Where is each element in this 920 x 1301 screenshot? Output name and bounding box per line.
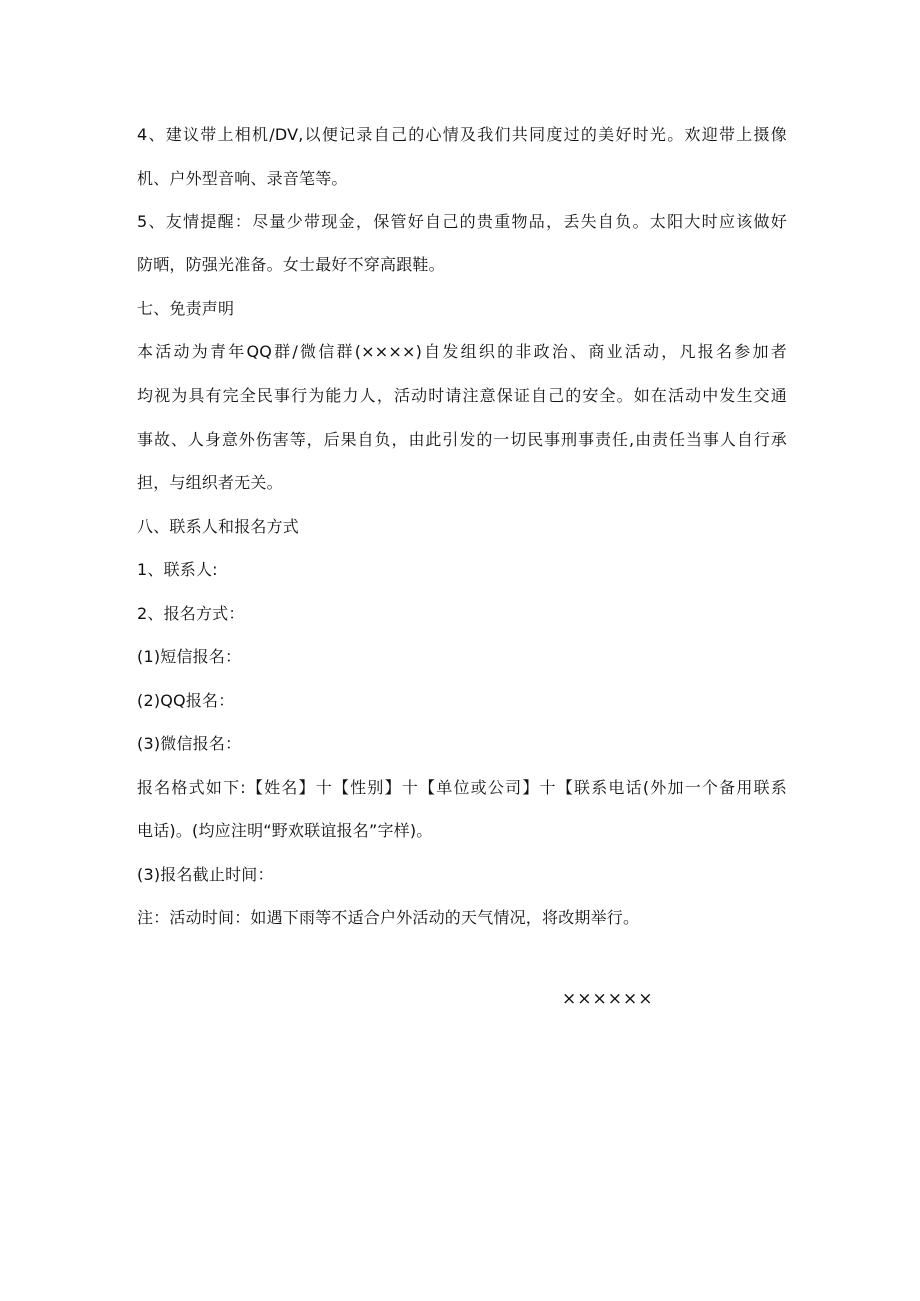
activity-time-note: 注：活动时间：如遇下雨等不适合户外活动的天气情况，将改期举行。 [137,908,640,927]
paragraph-item-4-line-2: 机、户外型音响、录音笔等。 [137,169,348,188]
disclaimer-line-2: 均视为具有完全民事行为能力人，活动时请注意保证自己的安全。如在活动中发生交通 [137,386,787,405]
signup-wechat-item: (3)微信报名： [137,734,242,753]
signup-method-item: 2、报名方式： [137,604,245,623]
signup-qq-item: (2)QQ报名： [137,691,235,710]
disclaimer-line-4: 担，与组织者无关。 [137,473,283,492]
signup-format-line-1: 报名格式如下:【姓名】十【性别】十【单位或公司】十【联系电话(外加一个备用联系 [137,778,787,797]
disclaimer-line-3: 事故、人身意外伤害等，后果自负，由此引发的一切民事刑事责任,由责任当事人自行承 [137,430,787,449]
section-heading-disclaimer: 七、免责声明 [137,299,235,318]
section-heading-contact: 八、联系人和报名方式 [137,517,300,536]
signup-deadline-item: (3)报名截止时间： [137,865,274,884]
signature-placeholder: ×××××× [562,989,654,1009]
signup-sms-item: (1)短信报名： [137,647,242,666]
paragraph-item-5-line-1: 5、友情提醒：尽量少带现金，保管好自己的贵重物品，丢失自负。太阳大时应该做好 [137,212,787,231]
disclaimer-line-1: 本活动为青年QQ群/微信群(××××)自发组织的非政治、商业活动，凡报名参加者 [137,342,787,361]
paragraph-item-4-line-1: 4、建议带上相机/DV,以便记录自己的心情及我们共同度过的美好时光。欢迎带上摄像 [137,125,787,144]
paragraph-item-5-line-2: 防晒，防强光准备。女士最好不穿高跟鞋。 [137,255,445,274]
contact-person-item: 1、联系人: [137,560,218,579]
signup-format-line-2: 电话)。(均应注明“野欢联谊报名”字样)。 [137,821,433,840]
